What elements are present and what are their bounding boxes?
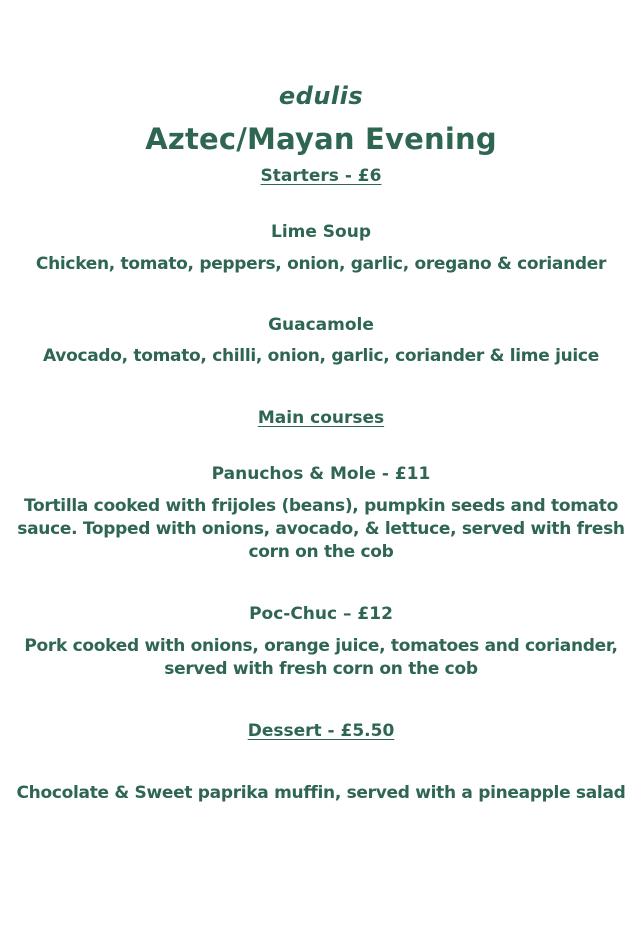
dish-description-guacamole: Avocado, tomato, chilli, onion, garlic, coriander & lime juice [43, 346, 599, 366]
menu-title: Aztec/Mayan Evening [145, 122, 497, 156]
dish-name-panuchos: Panuchos & Mole - £11 [211, 464, 431, 484]
dish-description-panuchos: Tortilla cooked with frijoles (beans), pumpkin seeds and tomato sauce. Topped with onions, avocado, & lettuce, served with fresh corn on the cob [17, 496, 625, 562]
starters-heading: Starters - £6 [260, 166, 382, 186]
dish-description-poc-chuc: Pork cooked with onions, orange juice, tomatoes and coriander, served with fresh corn on the cob [24, 636, 618, 679]
dish-name-lime-soup: Lime Soup [270, 222, 372, 242]
dish-description-lime-soup: Chicken, tomato, peppers, onion, garlic, oregano & coriander [35, 254, 607, 274]
mains-heading: Main courses [257, 408, 385, 428]
dessert-description: Chocolate & Sweet paprika muffin, served with a pineapple salad [16, 783, 626, 803]
dish-name-guacamole: Guacamole [268, 315, 374, 335]
dessert-heading: Dessert - £5.50 [247, 721, 395, 741]
restaurant-name: edulis [278, 82, 364, 110]
dish-name-poc-chuc: Poc-Chuc – £12 [249, 604, 393, 624]
